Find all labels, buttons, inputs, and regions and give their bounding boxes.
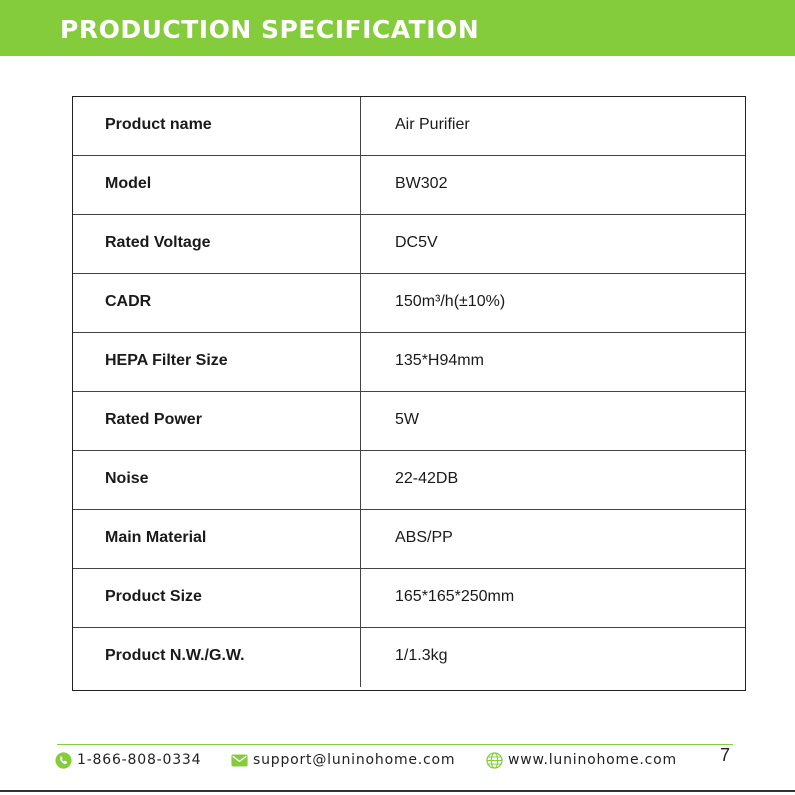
phone-icon — [55, 752, 72, 769]
table-row — [73, 97, 745, 156]
spec-label: Noise — [105, 470, 149, 487]
page-title: PRODUCTION SPECIFICATION — [60, 15, 480, 44]
spec-label: HEPA Filter Size — [105, 352, 228, 369]
spec-label: CADR — [105, 293, 152, 310]
spec-value: ABS/PP — [395, 529, 453, 546]
spec-label: Rated Voltage — [105, 234, 211, 251]
spec-value: 165*165*250mm — [395, 588, 515, 605]
table-row — [73, 510, 745, 569]
spec-value: Air Purifier — [395, 116, 470, 133]
table-row — [73, 451, 745, 510]
spec-label: Product Size — [105, 588, 202, 605]
spec-value: 150m³/h(±10%) — [395, 293, 506, 310]
spec-value: 5W — [395, 411, 419, 428]
footer-email[interactable] — [231, 751, 455, 769]
phone-number: 1-866-808-0334 — [77, 752, 202, 768]
globe-icon — [486, 752, 503, 769]
table-row — [73, 569, 745, 628]
table-row — [73, 628, 745, 687]
spec-label: Product N.W./G.W. — [105, 647, 245, 664]
table-row — [73, 156, 745, 215]
bottom-rule — [0, 790, 795, 792]
spec-label: Product name — [105, 116, 212, 133]
header-bar — [0, 0, 795, 56]
spec-value: 1/1.3kg — [395, 647, 448, 664]
spec-value: 135*H94mm — [395, 352, 484, 369]
website-url: www.luninohome.com — [508, 752, 677, 768]
spec-value: 22-42DB — [395, 470, 459, 487]
email-icon — [231, 752, 248, 769]
table-row — [73, 392, 745, 451]
footer-divider — [57, 744, 733, 745]
spec-label: Rated Power — [105, 411, 202, 428]
footer-website[interactable] — [486, 751, 677, 769]
spec-value: BW302 — [395, 175, 448, 192]
spec-table — [72, 96, 746, 691]
table-row — [73, 333, 745, 392]
email-address: support@luninohome.com — [253, 752, 456, 768]
page-number: 7 — [720, 745, 731, 765]
table-row — [73, 215, 745, 274]
table-row — [73, 274, 745, 333]
footer-phone[interactable] — [55, 751, 201, 769]
spec-value: DC5V — [395, 234, 438, 251]
spec-label: Main Material — [105, 529, 207, 546]
spec-label: Model — [105, 175, 152, 192]
